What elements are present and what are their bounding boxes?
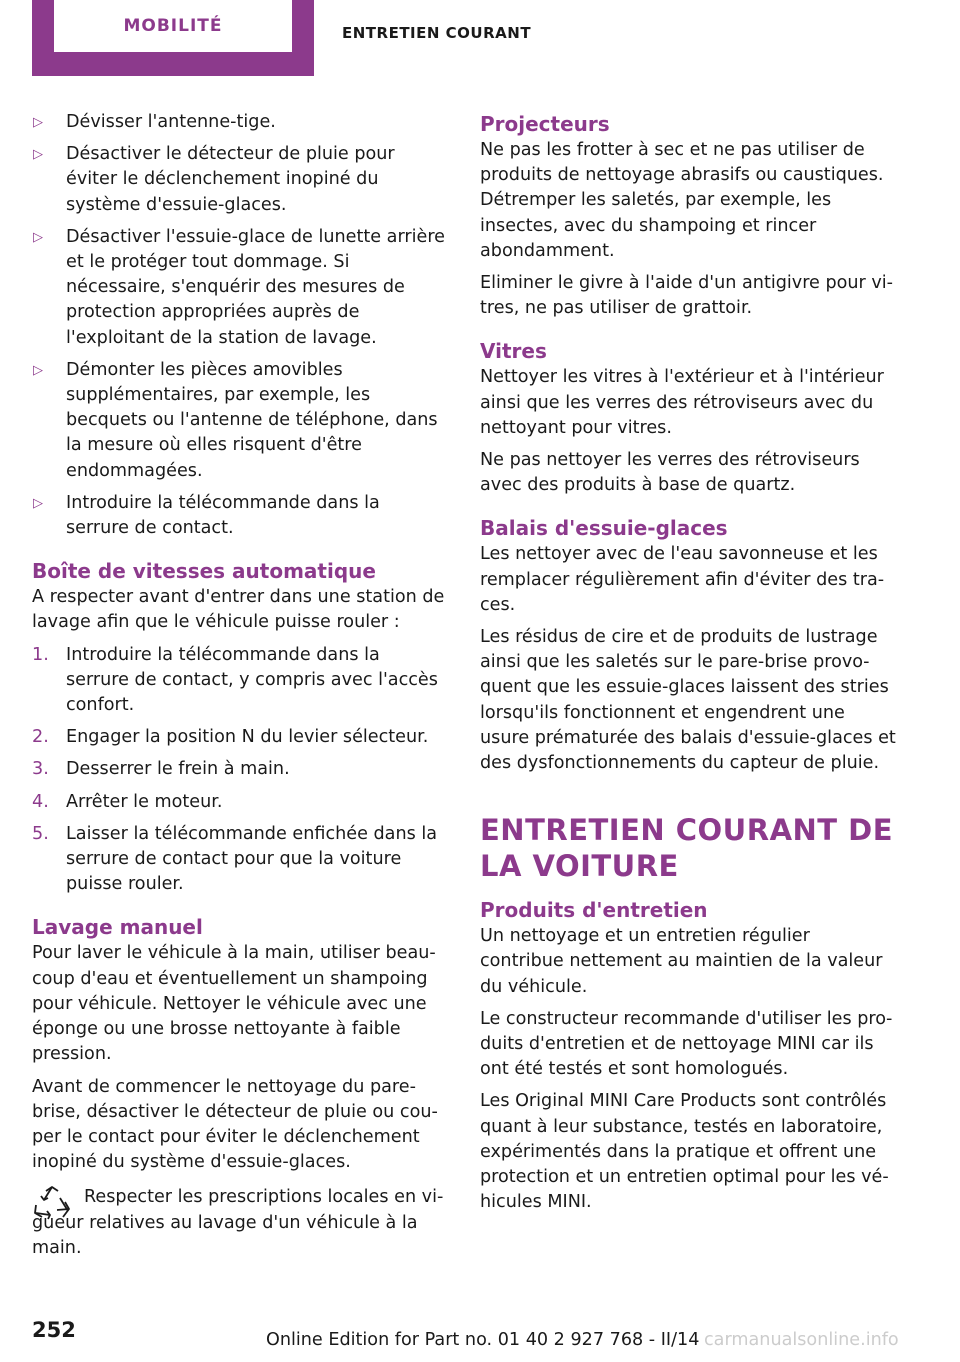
produits-paragraph-1: Un nettoyage et un entretien régulier contribue nettement au maintien de la valeur du véhicule. <box>480 926 883 997</box>
list-item: ▷ Dévisser l'antenne-tige. <box>32 110 446 135</box>
steps-list <box>32 643 446 898</box>
header-tab-mobilite <box>32 0 314 76</box>
projecteurs-paragraph-2: Eliminer le givre à l'aide d'un antigivre pour vitres, ne pas utiliser de grattoir. <box>480 273 894 319</box>
list-item: ▷ Introduire la télécommande dans la serrure de contact. <box>33 492 380 539</box>
chapter-title: ENTRETIEN COURANT DE LA VOITURE <box>480 813 894 884</box>
balais-paragraph-1: Les nettoyer avec de l'eau savonneuse et les remplacer régulièrement afin d'éviter des traces. <box>480 544 885 615</box>
footer-edition: Online Edition for Part no. 01 40 2 927 768 - II/14 <box>266 1330 700 1350</box>
triangle-bullet-icon: ▷ <box>33 229 43 245</box>
preparation-bullet-list <box>32 110 446 541</box>
list-item: 3. Desserrer le frein à main. <box>32 759 290 780</box>
recycle-icon <box>32 1185 72 1221</box>
section-title-lavage-manuel: Lavage manuel <box>32 915 203 940</box>
lavage-manuel-paragraph-1: Pour laver le véhicule à la main, utiliser beaucoup d'eau et éventuellement un shampoing pour véhicule. Nettoyer le véhicule avec une éponge ou une brosse nettoyante à faible pression. <box>32 943 436 1065</box>
page-number: 252 <box>32 1318 76 1342</box>
list-item: 2. Engager la position N du levier sélecteur. <box>32 727 429 748</box>
environment-note-text: Respecter les prescriptions locales en vigueur relatives au lavage d'un véhicule à la main. <box>32 1187 444 1258</box>
right-column <box>480 110 898 1223</box>
vitres-paragraph-2: Ne pas nettoyer les verres des rétroviseurs avec des produits à base de quartz. <box>480 450 860 496</box>
section-title-vitres: Vitres <box>480 339 547 364</box>
watermark: carmanualsonline.info <box>704 1330 899 1350</box>
section-title-projecteurs: Projecteurs <box>480 112 610 136</box>
list-item: ▷ Démonter les pièces amovibles supplémentaires, par exemple, les becquets ou l'antenne de téléphone, dans la mesure où elles risquent d'être endommagées. <box>33 359 438 481</box>
left-column <box>32 110 446 1261</box>
list-item: 1. Introduire la télécommande dans la serrure de contact, y compris avec l'accès confort. <box>32 644 438 716</box>
section-title-produits: Produits d'entretien <box>480 898 708 923</box>
produits-paragraph-2: Le constructeur recommande d'utiliser les produits d'entretien et de nettoyage MINI car ils ont été testés et sont homologués. <box>480 1008 893 1080</box>
list-item: ▷ Désactiver le détecteur de pluie pour éviter le déclenchement inopiné du système d'essuie-glaces. <box>33 144 395 215</box>
list-item: 5. Laisser la télécommande enfichée dans la serrure de contact pour que la voiture puisse rouler. <box>32 823 438 895</box>
header-tab-mobilite-label: MOBILITÉ <box>54 0 292 52</box>
section-title-boite-automatique: Boîte de vitesses automatique <box>32 559 376 584</box>
triangle-bullet-icon: ▷ <box>33 362 43 378</box>
list-item: 4. Arrêter le moteur. <box>32 791 223 812</box>
header-section-title: ENTRETIEN COURANT <box>342 24 532 42</box>
triangle-bullet-icon: ▷ <box>33 147 43 163</box>
balais-paragraph-2: Les résidus de cire et de produits de lustrage ainsi que les saletés sur le pare-brise provoquent que les essuie-glaces laissent des stries lorsqu'ils fonctionnent et engendrent une usure prématurée des balais d'essuie-glaces et des dysfonctionnements du capteur de pluie. <box>480 627 896 774</box>
environment-note <box>32 1185 446 1261</box>
triangle-bullet-icon: ▷ <box>33 115 43 130</box>
list-item: ▷ Désactiver l'essuie-glace de lunette arrière et le protéger tout dommage. Si nécessaire, s'enquérir des mesures de protection appropriées auprès de l'exploitant de la station de lavage. <box>33 226 445 348</box>
triangle-bullet-icon: ▷ <box>33 495 43 511</box>
section-title-balais: Balais d'essuie-glaces <box>480 516 728 541</box>
lavage-manuel-paragraph-2: Avant de commencer le nettoyage du pare-brise, désactiver le détecteur de pluie ou couper le contact pour éviter le déclenchement inopiné du système d'essuie-glaces. <box>32 1076 438 1173</box>
boite-automatique-intro: A respecter avant d'entrer dans une station de lavage afin que le véhicule puisse rouler : <box>32 587 445 633</box>
vitres-paragraph-1: Nettoyer les vitres à l'extérieur et à l'intérieur ainsi que les verres des rétroviseurs avec du nettoyant pour vitres. <box>480 367 884 438</box>
produits-paragraph-3: Les Original MINI Care Products sont contrôlés quant à leur substance, testés en laboratoire, expérimentés dans la pratique et offrent une protection et un entretien optimal pour les véhicules MINI. <box>480 1091 889 1213</box>
projecteurs-paragraph-1: Ne pas les frotter à sec et ne pas utiliser de produits de nettoyage abrasifs ou caustiques. Détremper les saletés, par exemple, les insectes, avec du shampoing et rincer abondamment. <box>480 140 884 261</box>
